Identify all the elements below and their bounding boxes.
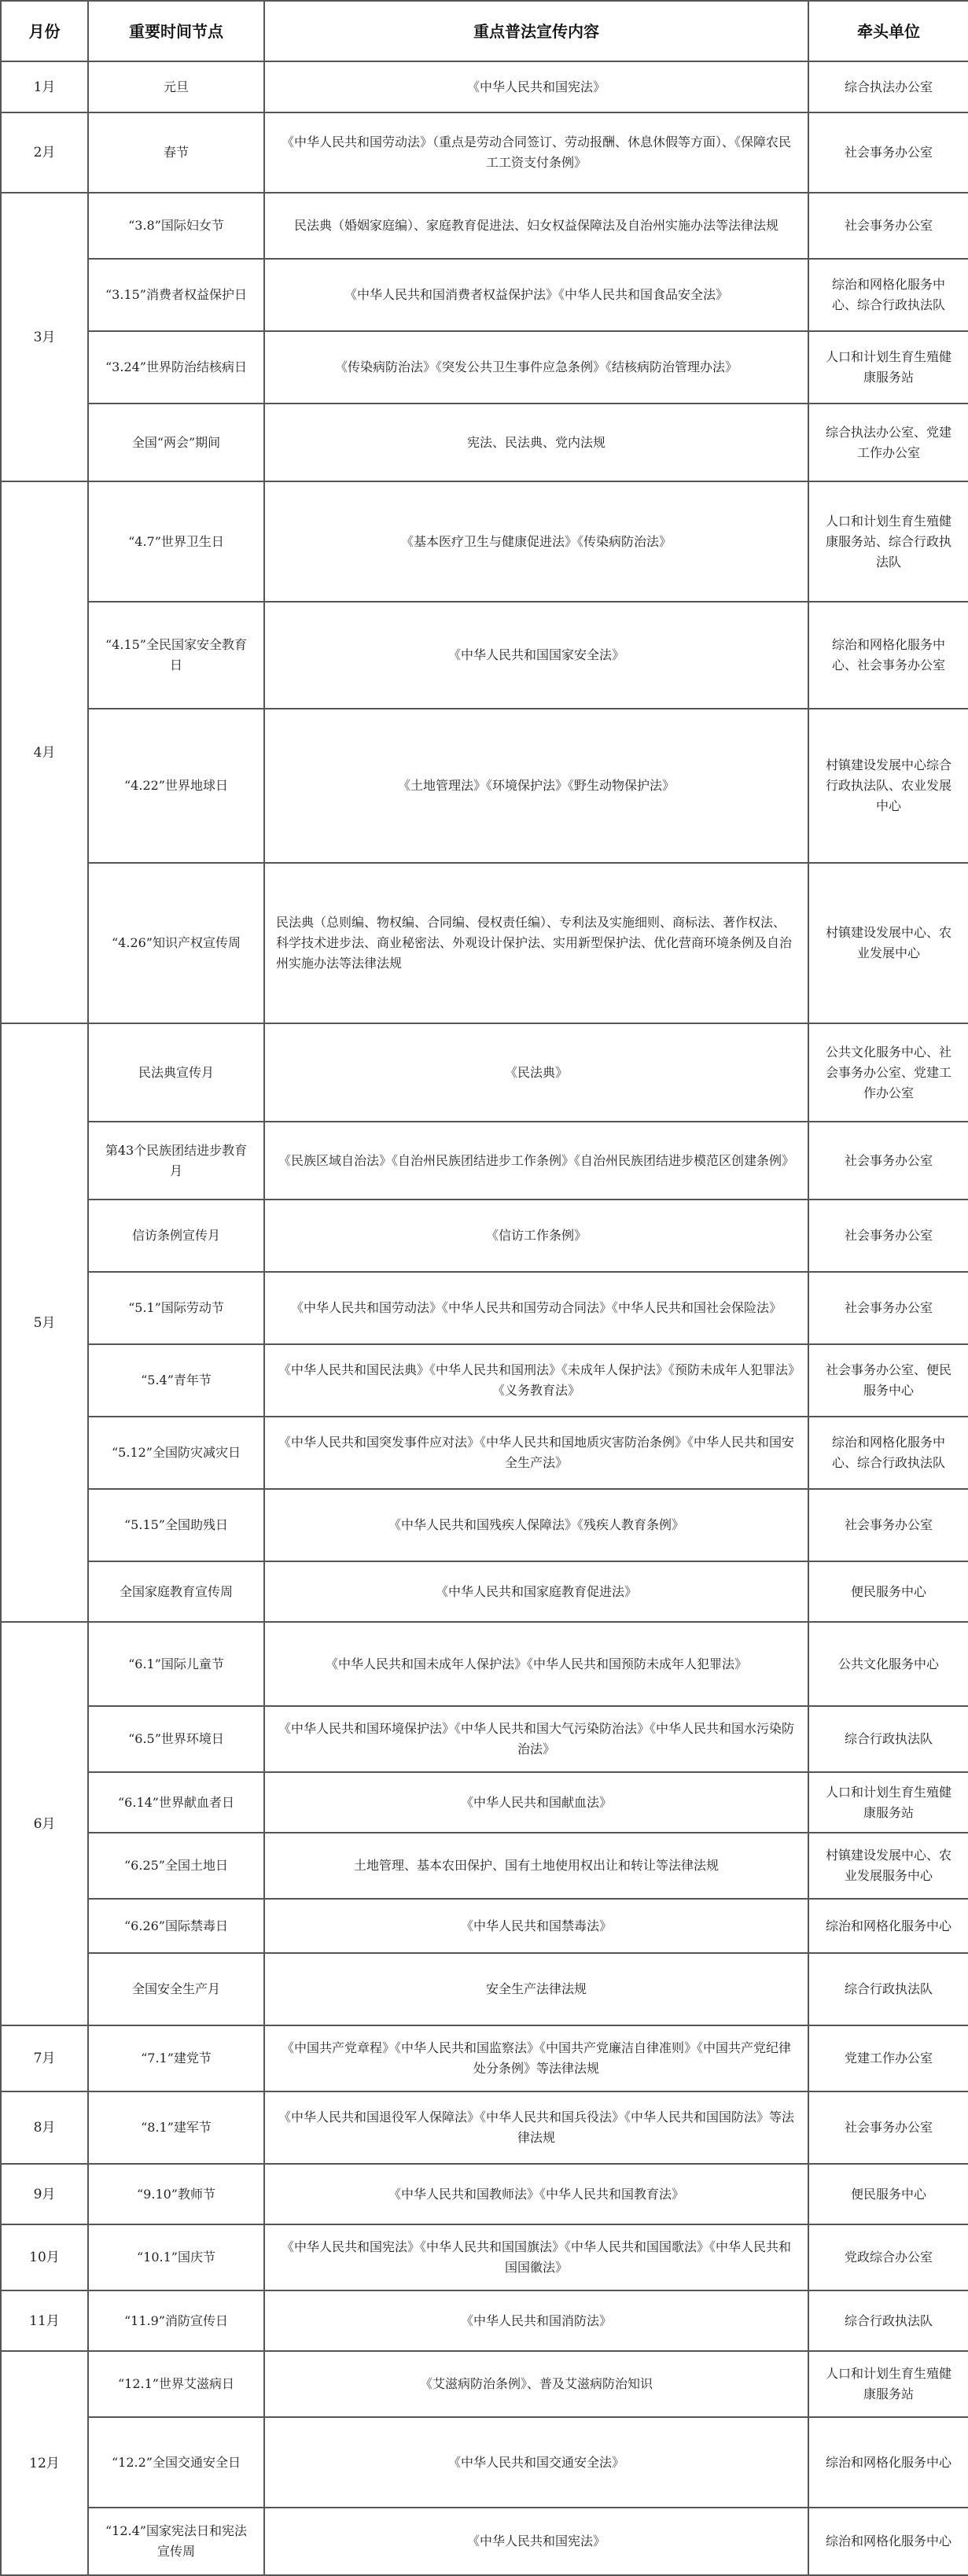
unit-cell: 综治和网格化服务中心	[808, 1899, 968, 1953]
content-cell: 《中华人民共和国残疾人保障法》《残疾人教育条例》	[264, 1489, 808, 1561]
unit-cell: 社会事务办公室	[808, 112, 968, 193]
node-cell: “3.8”国际妇女节	[88, 193, 264, 259]
header-node: 重要时间节点	[88, 1, 264, 61]
unit-cell: 人口和计划生育生殖健康服务站、综合行政执法队	[808, 481, 968, 602]
table-row	[1, 1489, 968, 1561]
node-cell: “8.1”建军节	[88, 2091, 264, 2164]
unit-cell: 人口和计划生育生殖健康服务站	[808, 331, 968, 404]
table-row	[1, 1772, 968, 1833]
unit-cell: 社会事务办公室	[808, 193, 968, 259]
month-cell: 10月	[1, 2224, 88, 2290]
unit-cell: 综治和网格化服务中心	[808, 2508, 968, 2575]
unit-cell: 人口和计划生育生殖健康服务站	[808, 1772, 968, 1833]
unit-cell: 综治和网格化服务中心、综合行政执法队	[808, 259, 968, 331]
node-cell: “12.4”国家宪法日和宪法宣传周	[88, 2508, 264, 2575]
content-cell: 民法典（总则编、物权编、合同编、侵权责任编）、专利法及实施细则、商标法、著作权法、科学技术进步法、商业秘密法、外观设计保护法、实用新型保护法、优化营商环境条例及自治州实施办法等法律法规	[264, 863, 808, 1023]
node-cell: “5.1”国际劳动节	[88, 1272, 264, 1344]
table-row	[1, 2164, 968, 2224]
content-cell: 《中华人民共和国消费者权益保护法》《中华人民共和国食品安全法》	[264, 259, 808, 331]
content-cell: 《中华人民共和国宪法》	[264, 61, 808, 112]
table-row	[1, 1417, 968, 1489]
table-row	[1, 2290, 968, 2351]
month-cell: 5月	[1, 1023, 88, 1622]
content-cell: 民法典（婚姻家庭编）、家庭教育促进法、妇女权益保障法及自治州实施办法等法律法规	[264, 193, 808, 259]
unit-cell: 综合执法办公室	[808, 61, 968, 112]
node-cell: “6.25”全国土地日	[88, 1833, 264, 1899]
content-cell: 《中华人民共和国教师法》《中华人民共和国教育法》	[264, 2164, 808, 2224]
content-cell: 《中华人民共和国未成年人保护法》《中华人民共和国预防未成年人犯罪法》	[264, 1622, 808, 1706]
node-cell: 第43个民族团结进步教育月	[88, 1122, 264, 1200]
table-row	[1, 331, 968, 404]
node-cell: “5.4”青年节	[88, 1344, 264, 1417]
unit-cell: 综合执法办公室、党建工作办公室	[808, 404, 968, 481]
unit-cell: 公共文化服务中心	[808, 1622, 968, 1706]
unit-cell: 村镇建设发展中心、农业发展中心	[808, 863, 968, 1023]
table-row	[1, 2508, 968, 2575]
node-cell: 信访条例宣传月	[88, 1200, 264, 1272]
node-cell: “12.2”全国交通安全日	[88, 2417, 264, 2508]
content-cell: 《民法典》	[264, 1023, 808, 1122]
table-row	[1, 404, 968, 481]
header-row	[1, 1, 968, 61]
unit-cell: 综治和网格化服务中心	[808, 2417, 968, 2508]
table-row	[1, 61, 968, 112]
content-cell: 《中华人民共和国民法典》《中华人民共和国刑法》《未成年人保护法》《预防未成年人犯罪法》《义务教育法》	[264, 1344, 808, 1417]
node-cell: 全国“两会”期间	[88, 404, 264, 481]
content-cell: 《传染病防治法》《突发公共卫生事件应急条例》《结核病防治管理办法》	[264, 331, 808, 404]
node-cell: “4.7”世界卫生日	[88, 481, 264, 602]
content-cell: 《中华人民共和国家庭教育促进法》	[264, 1561, 808, 1622]
unit-cell: 社会事务办公室	[808, 1272, 968, 1344]
content-cell: 《中华人民共和国宪法》	[264, 2508, 808, 2575]
unit-cell: 综合行政执法队	[808, 2290, 968, 2351]
node-cell: “10.1”国庆节	[88, 2224, 264, 2290]
content-cell: 《中华人民共和国突发事件应对法》《中华人民共和国地质灾害防治条例》《中华人民共和国安全生产法》	[264, 1417, 808, 1489]
month-cell: 4月	[1, 481, 88, 1023]
table-row	[1, 1122, 968, 1200]
node-cell: “6.26”国际禁毒日	[88, 1899, 264, 1953]
content-cell: 《中华人民共和国劳动法》《中华人民共和国劳动合同法》《中华人民共和国社会保险法》	[264, 1272, 808, 1344]
table-row	[1, 1706, 968, 1772]
content-cell: 《中华人民共和国交通安全法》	[264, 2417, 808, 2508]
node-cell: “6.1”国际儿童节	[88, 1622, 264, 1706]
unit-cell: 人口和计划生育生殖健康服务站	[808, 2351, 968, 2417]
table-row	[1, 259, 968, 331]
table-row	[1, 2025, 968, 2091]
month-cell: 3月	[1, 193, 88, 481]
unit-cell: 综合行政执法队	[808, 1953, 968, 2025]
unit-cell: 公共文化服务中心、社会事务办公室、党建工作办公室	[808, 1023, 968, 1122]
table-row	[1, 1953, 968, 2025]
node-cell: “11.9”消防宣传日	[88, 2290, 264, 2351]
table-row	[1, 2224, 968, 2290]
node-cell: “6.5”世界环境日	[88, 1706, 264, 1772]
unit-cell: 社会事务办公室	[808, 2091, 968, 2164]
month-cell: 7月	[1, 2025, 88, 2091]
table-row	[1, 2351, 968, 2417]
node-cell: “12.1”世界艾滋病日	[88, 2351, 264, 2417]
content-cell: 《中华人民共和国消防法》	[264, 2290, 808, 2351]
table-row	[1, 1272, 968, 1344]
unit-cell: 综治和网格化服务中心、综合行政执法队	[808, 1417, 968, 1489]
table-row	[1, 193, 968, 259]
content-cell: 《基本医疗卫生与健康促进法》《传染病防治法》	[264, 481, 808, 602]
unit-cell: 村镇建设发展中心综合行政执法队、农业发展中心	[808, 709, 968, 863]
month-cell: 8月	[1, 2091, 88, 2164]
content-cell: 安全生产法律法规	[264, 1953, 808, 2025]
month-cell: 12月	[1, 2351, 88, 2575]
node-cell: “3.15”消费者权益保护日	[88, 259, 264, 331]
unit-cell: 社会事务办公室	[808, 1200, 968, 1272]
node-cell: “3.24”世界防治结核病日	[88, 331, 264, 404]
content-cell: 《艾滋病防治条例》、普及艾滋病防治知识	[264, 2351, 808, 2417]
unit-cell: 便民服务中心	[808, 2164, 968, 2224]
unit-cell: 社会事务办公室、便民服务中心	[808, 1344, 968, 1417]
unit-cell: 党建工作办公室	[808, 2025, 968, 2091]
table-row	[1, 602, 968, 709]
table-row	[1, 1622, 968, 1706]
node-cell: 民法典宣传月	[88, 1023, 264, 1122]
node-cell: “5.12”全国防灾减灾日	[88, 1417, 264, 1489]
content-cell: 《信访工作条例》	[264, 1200, 808, 1272]
content-cell: 土地管理、基本农田保护、国有土地使用权出让和转让等法律法规	[264, 1833, 808, 1899]
content-cell: 《中华人民共和国环境保护法》《中华人民共和国大气污染防治法》《中华人民共和国水污染防治法》	[264, 1706, 808, 1772]
node-cell: 全国安全生产月	[88, 1953, 264, 2025]
content-cell: 《中华人民共和国劳动法》（重点是劳动合同签订、劳动报酬、休息休假等方面）、《保障农民工工资支付条例》	[264, 112, 808, 193]
month-cell: 11月	[1, 2290, 88, 2351]
table-row	[1, 1561, 968, 1622]
unit-cell: 村镇建设发展中心、农业发展服务中心	[808, 1833, 968, 1899]
content-cell: 《土地管理法》《环境保护法》《野生动物保护法》	[264, 709, 808, 863]
content-cell: 《中华人民共和国宪法》《中华人民共和国国旗法》《中华人民共和国国歌法》《中华人民共和国国徽法》	[264, 2224, 808, 2290]
month-cell: 9月	[1, 2164, 88, 2224]
node-cell: “4.26”知识产权宣传周	[88, 863, 264, 1023]
node-cell: 春节	[88, 112, 264, 193]
unit-cell: 综合行政执法队	[808, 1706, 968, 1772]
content-cell: 《中华人民共和国献血法》	[264, 1772, 808, 1833]
node-cell: “4.15”全民国家安全教育日	[88, 602, 264, 709]
unit-cell: 社会事务办公室	[808, 1122, 968, 1200]
content-cell: 《中华人民共和国国家安全法》	[264, 602, 808, 709]
content-cell: 《民族区域自治法》《自治州民族团结进步工作条例》《自治州民族团结进步模范区创建条例》	[264, 1122, 808, 1200]
content-cell: 《中国共产党章程》《中华人民共和国监察法》《中国共产党廉洁自律准则》《中国共产党纪律处分条例》等法律法规	[264, 2025, 808, 2091]
node-cell: 全国家庭教育宣传周	[88, 1561, 264, 1622]
table-row	[1, 709, 968, 863]
unit-cell: 社会事务办公室	[808, 1489, 968, 1561]
table-row	[1, 863, 968, 1023]
node-cell: 元旦	[88, 61, 264, 112]
table-row	[1, 481, 968, 602]
month-cell: 6月	[1, 1622, 88, 2025]
table-row	[1, 1899, 968, 1953]
header-month: 月份	[1, 1, 88, 61]
content-cell: 《中华人民共和国禁毒法》	[264, 1899, 808, 1953]
node-cell: “4.22”世界地球日	[88, 709, 264, 863]
header-content: 重点普法宣传内容	[264, 1, 808, 61]
month-cell: 2月	[1, 112, 88, 193]
unit-cell: 便民服务中心	[808, 1561, 968, 1622]
node-cell: “7.1”建党节	[88, 2025, 264, 2091]
node-cell: “6.14”世界献血者日	[88, 1772, 264, 1833]
content-cell: 《中华人民共和国退役军人保障法》《中华人民共和国兵役法》《中华人民共和国国防法》等法律法规	[264, 2091, 808, 2164]
table-row	[1, 2417, 968, 2508]
unit-cell: 党政综合办公室	[808, 2224, 968, 2290]
month-cell: 1月	[1, 61, 88, 112]
node-cell: “9.10”教师节	[88, 2164, 264, 2224]
table-row	[1, 112, 968, 193]
table-row	[1, 1200, 968, 1272]
unit-cell: 综治和网格化服务中心、社会事务办公室	[808, 602, 968, 709]
table-row	[1, 1344, 968, 1417]
content-cell: 宪法、民法典、党内法规	[264, 404, 808, 481]
table-row	[1, 1023, 968, 1122]
table-row	[1, 2091, 968, 2164]
header-unit: 牵头单位	[808, 1, 968, 61]
table-row	[1, 1833, 968, 1899]
node-cell: “5.15”全国助残日	[88, 1489, 264, 1561]
